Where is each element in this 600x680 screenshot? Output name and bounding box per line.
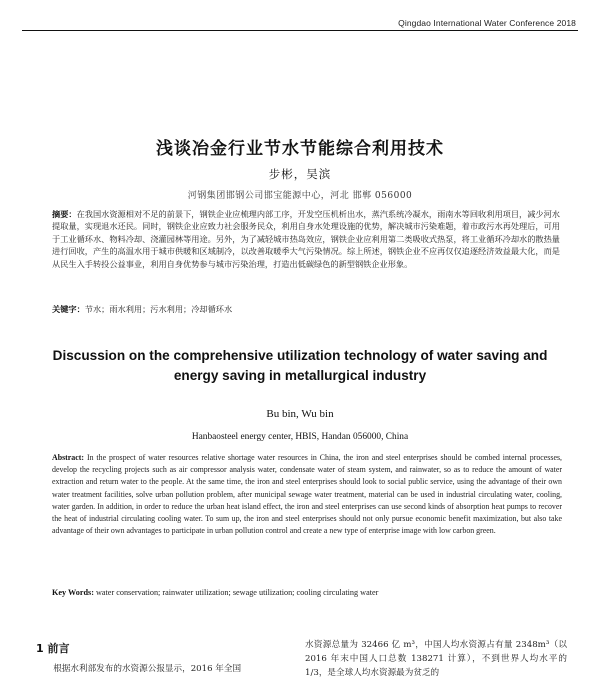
section-heading-intro: 1 前言 [36, 642, 70, 655]
english-title: Discussion on the comprehensive utilization technology of water saving and energy saving in metallurgical industry [52, 348, 548, 383]
conference-header: Qingdao International Water Conference 2018 [398, 18, 576, 28]
chinese-abstract-label: 摘要： [52, 209, 77, 219]
chinese-affiliation: 河钢集团邯钢公司邯宝能源中心，河北 邯郸 056000 [187, 191, 413, 201]
english-affiliation: Hanbaosteel energy center, HBIS, Handan 056000, China [191, 432, 409, 442]
english-abstract-label: Abstract: [52, 453, 84, 462]
chinese-abstract [52, 208, 560, 270]
chinese-authors: 步彬，吴滨 [268, 167, 332, 181]
left-column-text: 根据水利部发布的水资源公报显示，2016 年全国 [53, 664, 242, 674]
chinese-keywords [52, 304, 560, 315]
header-rule [22, 30, 578, 31]
english-authors: Bu bin, Wu bin [266, 408, 334, 420]
chinese-keywords-text: 节水；雨水利用；污水利用；冷却循环水 [84, 304, 233, 314]
chinese-keywords-label: 关键字： [52, 304, 85, 314]
chinese-abstract-text: 在我国水资源相对不足的前景下，钢铁企业应梳理内部工序，开发空压机析出水，蒸汽系统冷凝水，雨南水等回收利用项目，减少河水提取量，实现退水还民。同时，钢铁企业应致力社会服务民众，利用自身水处理设施的优势，解决城市污染难题，着市政污水再处理后，可用于工业循环水、物料冷却、浇灌园林等用途。另外，为了减轻城市热岛效应，钢铁企业应利用第二类吸收式热泵，将工业循环冷却水的散热量进行回收，产生的高温水用于城市供暖和区域制冷，以改善取暖季大气污染情况。综上所述，钢铁企业不应再仅仅追逐经济效益最大化，而是从民生入手转投公益事业，利用自身优势参与城市污染治理，打造出低碳绿色的新型钢铁企业形象。 [52, 209, 560, 269]
english-abstract-text: In the prospect of water resources relative shortage water resources in China, the iron and steel enterprises should be combed internal processes, develop the recycling projects such as air compressor analysis water, condensate water of steam system, and rainwater, so as to reduce the amount of water extraction and return water to the people. At the same time, the iron and steel enterprises should look to social public service, using the advantage of their own water treatment facilities, solve urban pollution problem, after municipal sewage water treatment, material can be used in industrial circulating water, cooling, water garden. In addition, in order to reduce the urban heat island effect, the iron and steel enterprises can use second kinds of absorption heat pumps to recover the heat of industrial circulating cooling water. To sum up, the iron and steel enterprises should not only pursue economic benefit maximization, but also take advantage of their own advantages to participate in urban pollution control and create a new type of enterprise image with low carbon green. [52, 453, 562, 536]
english-keywords-text: water conservation; rainwater utilization; sewage utilization; cooling circulating water [95, 588, 379, 597]
right-column-text: 水资源总量为 32466 亿 m³，中国人均水资源占有量 2348m³（以 2016 年末中国人口总数 138271 计算），不到世界人均水平的 1/3，是全球人均水资源最为贫乏的 [305, 640, 567, 678]
english-keywords [52, 588, 562, 597]
chinese-title: 浅谈冶金行业节水节能综合利用技术 [156, 139, 444, 159]
english-abstract [52, 452, 562, 537]
english-keywords-label: Key Words: [52, 588, 94, 597]
